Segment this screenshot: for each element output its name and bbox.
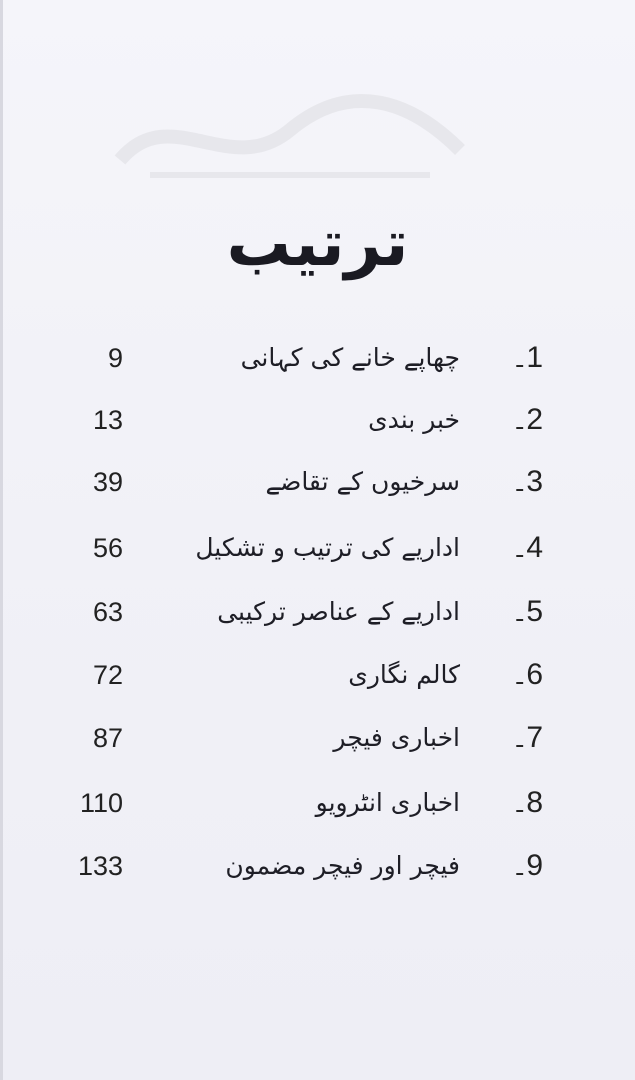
- toc-number: 8: [526, 786, 543, 819]
- toc-entry: فیچر اور فیچر مضمون: [225, 851, 460, 880]
- toc-row[interactable]: [0, 528, 635, 568]
- toc-page-number: 63: [92, 597, 123, 627]
- toc-page-number: 9: [107, 343, 123, 373]
- toc-entry: اداریے کی ترتیب و تشکیل: [195, 533, 460, 562]
- toc-page-number: 72: [92, 660, 123, 690]
- page-title: ترتیب: [226, 207, 409, 281]
- toc-dash: ـ: [516, 537, 523, 562]
- toc-entry: خبر بندی: [368, 405, 460, 434]
- toc-dash: ـ: [516, 727, 523, 752]
- toc-row[interactable]: [0, 400, 635, 440]
- toc-entry: اداریے کے عناصر ترکیبی: [217, 597, 460, 626]
- toc-row[interactable]: [0, 592, 635, 632]
- toc-row[interactable]: [0, 338, 635, 378]
- toc-number: 6: [526, 658, 543, 691]
- toc-dash: ـ: [516, 471, 523, 496]
- toc-row[interactable]: [0, 718, 635, 758]
- toc-dash: ـ: [516, 855, 523, 880]
- toc-page-number: 133: [77, 851, 123, 881]
- toc-number: 4: [526, 531, 543, 564]
- toc-row[interactable]: [0, 462, 635, 502]
- toc-entry: چھاپے خانے کی کہانی: [240, 343, 460, 372]
- toc-page-number: 87: [92, 723, 123, 753]
- toc-page-number: 39: [92, 467, 123, 497]
- toc-page-number: 56: [92, 533, 123, 563]
- show-through-texture: [110, 80, 470, 190]
- toc-row[interactable]: [0, 783, 635, 823]
- toc-page-number: 110: [79, 788, 123, 818]
- toc-number: 9: [526, 849, 543, 882]
- toc-entry: کالم نگاری: [348, 660, 460, 689]
- toc-row[interactable]: [0, 655, 635, 695]
- toc-dash: ـ: [516, 347, 523, 372]
- toc-number: 7: [526, 721, 543, 754]
- toc-number: 3: [526, 465, 543, 498]
- toc-number: 2: [526, 403, 543, 436]
- toc-number: 5: [526, 595, 543, 628]
- toc-entry: سرخیوں کے تقاضے: [265, 467, 460, 496]
- toc-row[interactable]: [0, 846, 635, 886]
- toc-page-number: 13: [92, 405, 123, 435]
- toc-dash: ـ: [516, 792, 523, 817]
- toc-dash: ـ: [516, 409, 523, 434]
- toc-dash: ـ: [516, 664, 523, 689]
- toc-entry: اخباری فیچر: [333, 723, 460, 752]
- toc-number: 1: [526, 341, 543, 374]
- toc-entry: اخباری انٹرویو: [315, 788, 460, 817]
- toc-dash: ـ: [516, 601, 523, 626]
